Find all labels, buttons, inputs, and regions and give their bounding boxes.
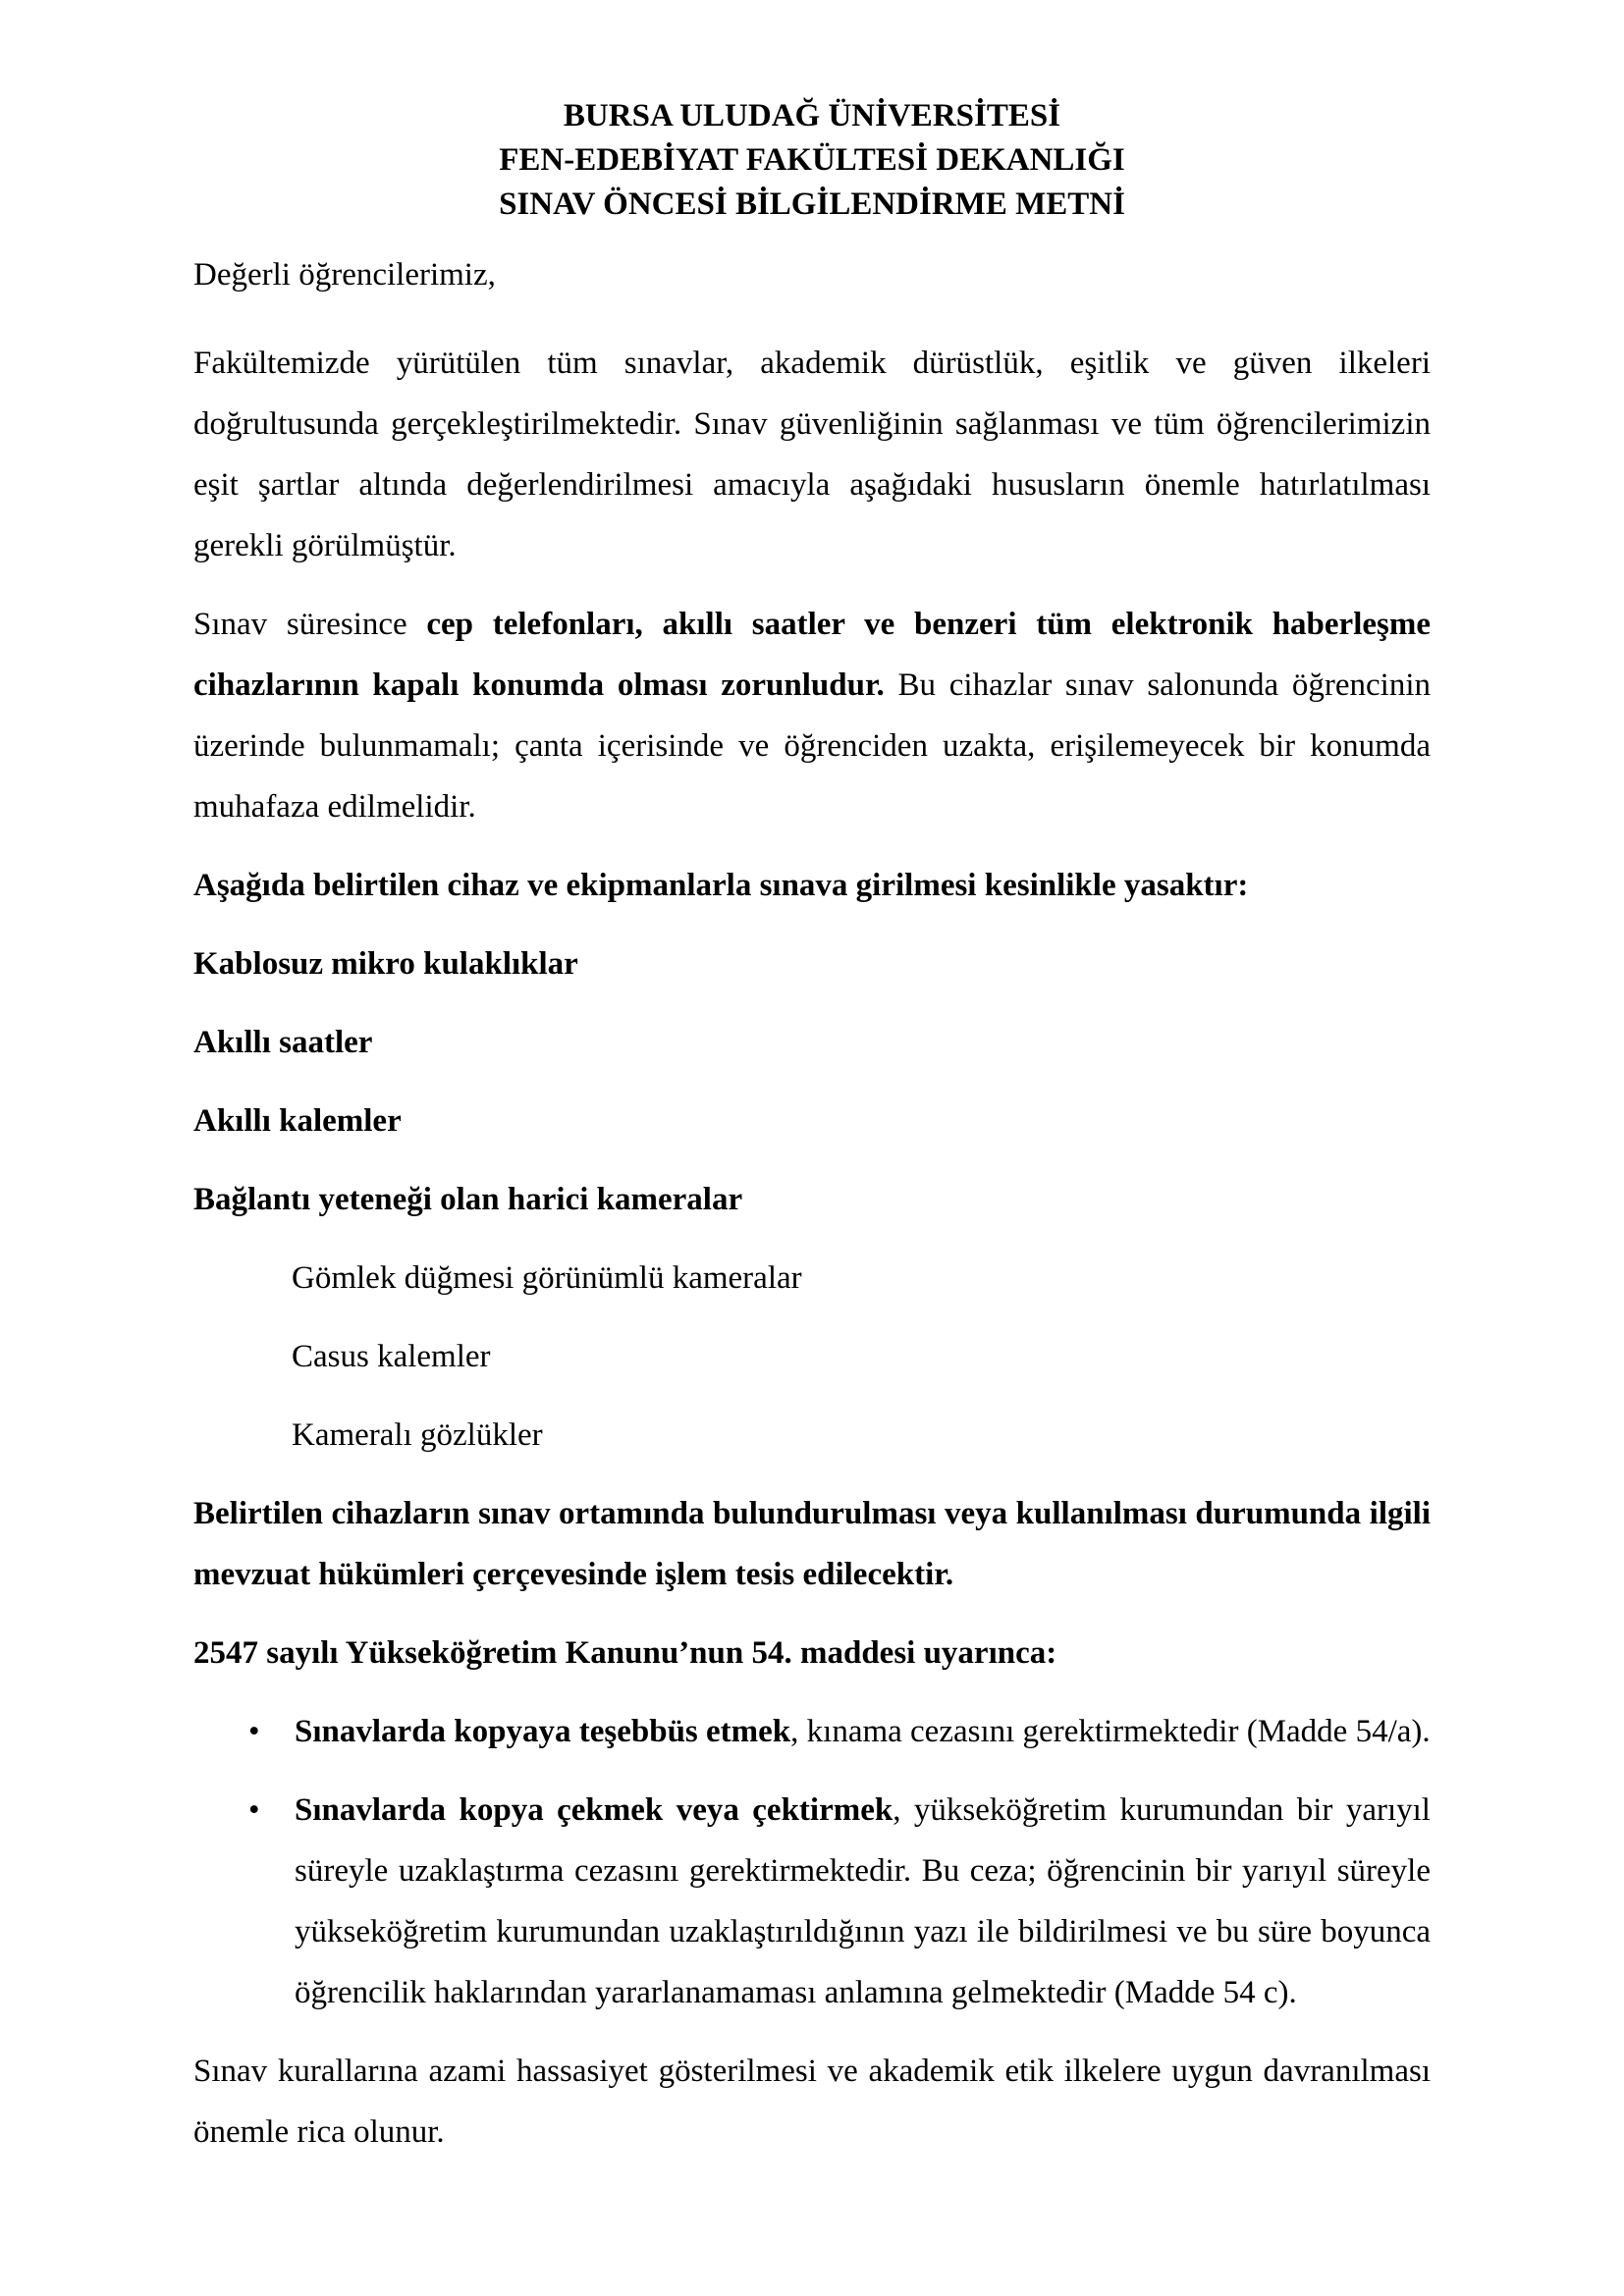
paragraph-intro: Fakültemizde yürütülen tüm sınavlar, akademik dürüstlük, eşitlik ve güven ilkeleri doğrultusunda gerçekleştirilmektedir. Sınav güvenliğinin sağlanması ve tüm öğrencilerimizin eşit şartlar altında değerlendirilmesi amacıyla aşağıdaki hususların önemle hatırlatılması gerekli görülmüştür. (193, 346, 1431, 563)
prohibited-item-external-cameras: Bağlantı yeteneği olan harici kameralar (193, 1182, 743, 1217)
paragraph-closing: Sınav kurallarına azami hassasiyet gösterilmesi ve akademik etik ilkelere uygun davranılması önemle rica olunur. (193, 2054, 1431, 2150)
law-heading: 2547 sayılı Yükseköğretim Kanunu’nun 54. maddesi uyarınca: (193, 1635, 1057, 1671)
camera-example-button-cameras: Gömlek düğmesi görünümlü kameralar (292, 1260, 802, 1296)
list-item-attempt-cheating (193, 1701, 1431, 1762)
prohibited-heading: Aşağıda belirtilen cihaz ve ekipmanlarla sınava girilmesi kesinlikle yasaktır: (193, 868, 1249, 903)
bullet-icon: • (248, 1714, 260, 1749)
prohibited-item-wireless-earbuds: Kablosuz mikro kulaklıklar (193, 946, 578, 982)
prohibited-item-smart-pens: Akıllı kalemler (193, 1103, 402, 1139)
list-item-cheating (193, 1780, 1431, 2023)
paragraph-device-rule: Sınav süresince cep telefonları, akıllı saatler ve benzeri tüm elektronik haberleşme cihazlarının kapalı konumda olması zorunludur. Bu cihazlar sınav salonunda öğrencinin üzerinde bulunmamalı; çanta içerisinde ve öğrenciden uzakta, erişilemeyecek bir konumda muhafaza edilmelidir. (193, 607, 1431, 825)
title-line-subject: SINAV ÖNCESİ BİLGİLENDİRME METNİ (499, 187, 1125, 222)
prohibited-item-smart-watches: Akıllı saatler (193, 1025, 373, 1060)
bullet-icon: • (248, 1792, 260, 1828)
law-list (193, 1701, 1431, 2023)
salutation: Değerli öğrencilerimiz, (193, 257, 496, 293)
list-item-text: Sınavlarda kopya çekmek veya çektirmek, yükseköğretim kurumundan bir yarıyıl süreyle uzaklaştırma cezasını gerektirmektedir. Bu ceza; öğrencinin bir yarıyıl süreyle yükseköğretim kurumundan uzaklaştırıldığının yazı ile bildirilmesi ve bu süre boyunca öğrencilik haklarından yararlanamaması anlamına gelmektedir (Madde 54 c). (295, 1792, 1431, 2010)
camera-example-spy-pens: Casus kalemler (292, 1339, 491, 1374)
list-item-text: Sınavlarda kopyaya teşebbüs etmek, kınama cezasını gerektirmektedir (Madde 54/a). (295, 1714, 1431, 1749)
title-line-university: BURSA ULUDAĞ ÜNİVERSİTESİ (563, 98, 1061, 133)
camera-example-camera-glasses: Kameralı gözlükler (292, 1417, 543, 1453)
paragraph-sanction: Belirtilen cihazların sınav ortamında bulundurulması veya kullanılması durumunda ilgili mevzuat hükümleri çerçevesinde işlem tesis edilecektir. (193, 1496, 1431, 1592)
title-line-faculty: FEN-EDEBİYAT FAKÜLTESİ DEKANLIĞI (499, 142, 1125, 178)
document-title (193, 94, 1431, 227)
